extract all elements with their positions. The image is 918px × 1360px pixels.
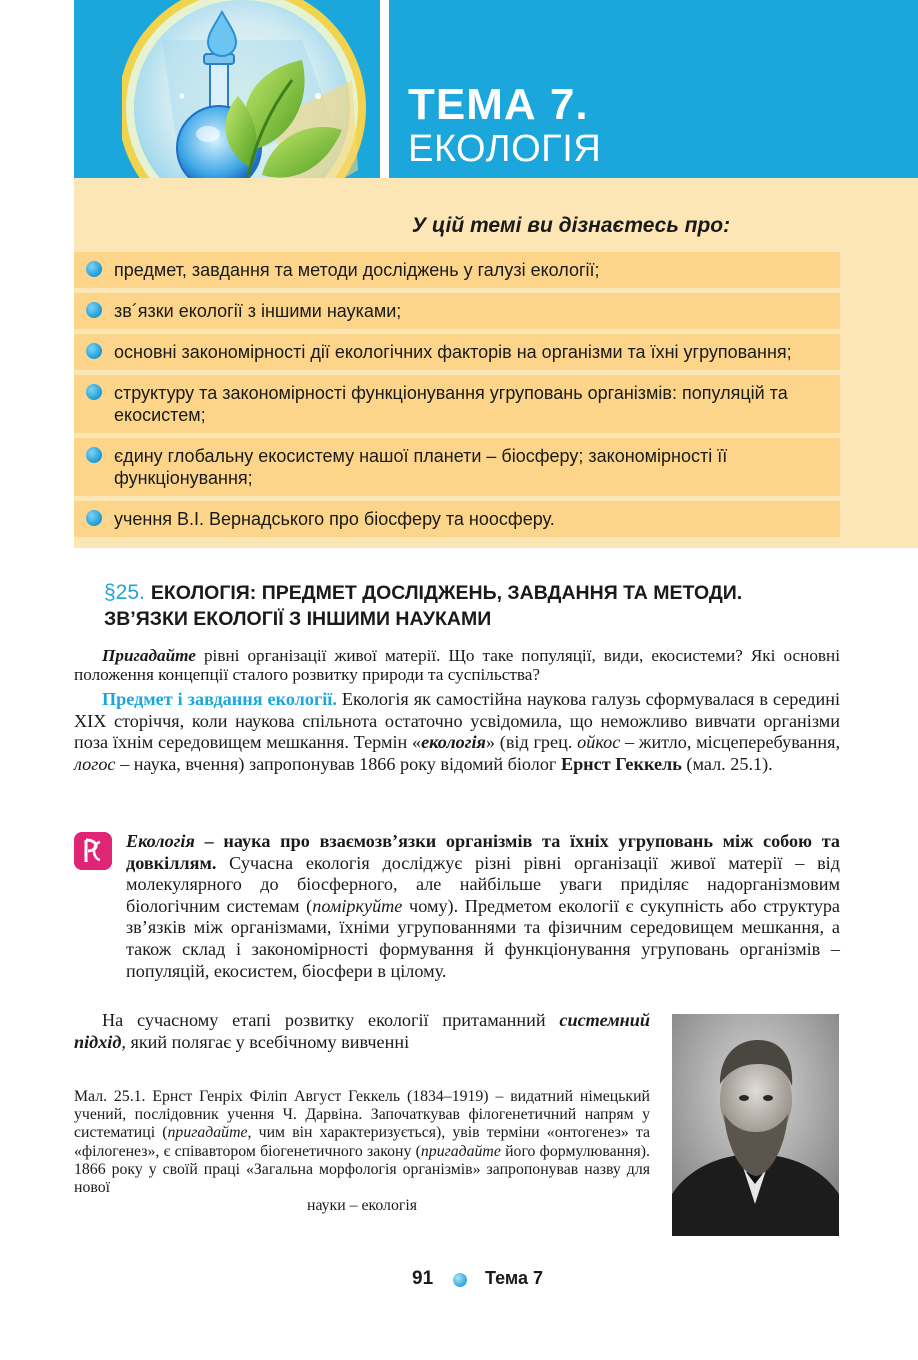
learn-list: [74, 252, 840, 542]
learn-box-title: У цій темі ви дізнаєтесь про:: [411, 214, 731, 237]
list-item: [74, 375, 840, 433]
learn-box: [74, 178, 918, 548]
recall-text: рівні організації живої матерії. Що таке популяції, види, екосистеми? Які основні положення концепції сталого розвитку природи та суспільства?: [74, 646, 840, 685]
footer-theme-label: Тема 7: [485, 1268, 543, 1288]
list-item-text: предмет, завдання та методи досліджень у галузі екології;: [114, 260, 600, 280]
bullet-dot-icon: [86, 384, 102, 400]
caption-last-line: науки – екологія: [307, 1197, 417, 1215]
bullet-dot-icon: [86, 261, 102, 277]
section-heading: [104, 580, 864, 632]
list-item: [74, 293, 840, 329]
recall-paragraph: [74, 646, 840, 685]
text: Мал. 25.1. Ернст Генріх Філіп Август Геккель (1834–1919) – видатний німецький учений, послідовник учення Ч. Дарвіна. Започаткував філогенетичний напрям у систематиці (: [74, 1088, 650, 1142]
list-item-text: учення В.І. Вернадського про біосферу та ноосферу.: [114, 509, 555, 529]
term-logos: логос: [74, 753, 116, 774]
paragraph-system-approach: [74, 1010, 650, 1053]
bullet-dot-icon: [86, 447, 102, 463]
text: – житло, місцеперебування,: [620, 732, 841, 753]
theme-name: ЕКОЛОГІЯ: [408, 128, 602, 170]
recall-lead: Пригадайте: [102, 646, 196, 665]
paragraph-heading: Предмет і завдання екології.: [102, 689, 337, 709]
definition-bold-text: – наука про взаємозв’язки організмів та їхніх угруповань між собою та довкіллям.: [126, 831, 840, 873]
definition-paragraph: [74, 831, 840, 982]
list-item-text: структуру та закономірності функціонування угруповань організмів: популяцій та екосистем;: [114, 383, 788, 425]
list-item: [74, 438, 840, 496]
text: його формулювання). 1866 року у своїй праці «Загальна морфологія організмів» запропонував назву для нової: [74, 1142, 650, 1197]
section-number: §25.: [104, 581, 145, 604]
bullet-dot-icon: [86, 343, 102, 359]
text: чому). Предметом екології є сукупність або структура зв’язків між організмами, їхніми угрупованнями та фізичним середовищем мешкання, а також склад і закономірності формування й функціонування угруповань організмів – популяцій, екосистем, біосфери в цілому.: [126, 895, 841, 981]
header-divider: [380, 0, 389, 178]
section-title-line1: ЕКОЛОГІЯ: ПРЕДМЕТ ДОСЛІДЖЕНЬ, ЗАВДАННЯ ТА МЕТОДИ.: [150, 582, 743, 604]
page-number: 91: [412, 1268, 434, 1289]
text: пригадайте: [167, 1124, 248, 1142]
bullet-dot-icon: [86, 302, 102, 318]
term-ecology: екологія: [421, 732, 486, 753]
bullet-dot-icon: [86, 510, 102, 526]
definition-term: Екологія: [126, 831, 195, 851]
text: (мал. 25.1).: [681, 753, 773, 774]
text: , який полягає у всебічному вивченні: [121, 1031, 410, 1052]
definition-head: [74, 831, 840, 982]
list-item: [74, 501, 840, 537]
term-system-approach: системний підхід: [74, 1010, 650, 1052]
think-prompt: поміркуйте: [312, 895, 403, 916]
text: На сучасному етапі розвитку екології притаманний: [102, 1010, 560, 1030]
text: , чим він характеризується), увів терміни «онтогенез» та «філогенез», є співавтором біогенетичного закону (: [74, 1124, 651, 1160]
text: – наука, вчення) запропонував 1866 року відомий біолог: [115, 753, 561, 774]
list-item-text: зв´язки екології з іншими науками;: [114, 301, 402, 321]
page-footer: [0, 1268, 918, 1292]
list-item: [74, 252, 840, 288]
section-title-line2: ЗВ’ЯЗКИ ЕКОЛОГІЇ З ІНШИМИ НАУКАМИ: [104, 608, 492, 630]
term-oikos: ойкос: [577, 732, 621, 753]
text: пригадайте: [420, 1142, 501, 1160]
list-item: [74, 334, 840, 370]
text: Сучасна екологія досліджує різні рівні організації живої матерії – від молекулярного до біосферного, але найбільше уваги приділяє надорганізмовим біологічним системам (: [126, 852, 840, 916]
scientist-name: Ернст Геккель: [560, 753, 682, 774]
list-item-text: єдину глобальну екосистему нашої планети – біосферу; закономірності її функціонування;: [114, 446, 728, 488]
theme-number: ТЕМА 7.: [408, 80, 589, 129]
paragraph-subject: [74, 689, 840, 775]
portrait-photo: [672, 1014, 839, 1236]
bullet-dot-icon: [453, 1273, 467, 1287]
figure-caption: [74, 1088, 650, 1215]
list-item-text: основні закономірності дії екологічних факторів на організми та їхні угруповання;: [114, 342, 792, 362]
text: » (від грец.: [485, 732, 578, 753]
text: Екологія як самостійна наукова галузь сформувалася в середині XIX сторіччя, коли наукова спільнота остаточно усвідомила, що неможливо вивчати організми поза їхнім середовищем мешкання. Термін «: [74, 689, 840, 753]
